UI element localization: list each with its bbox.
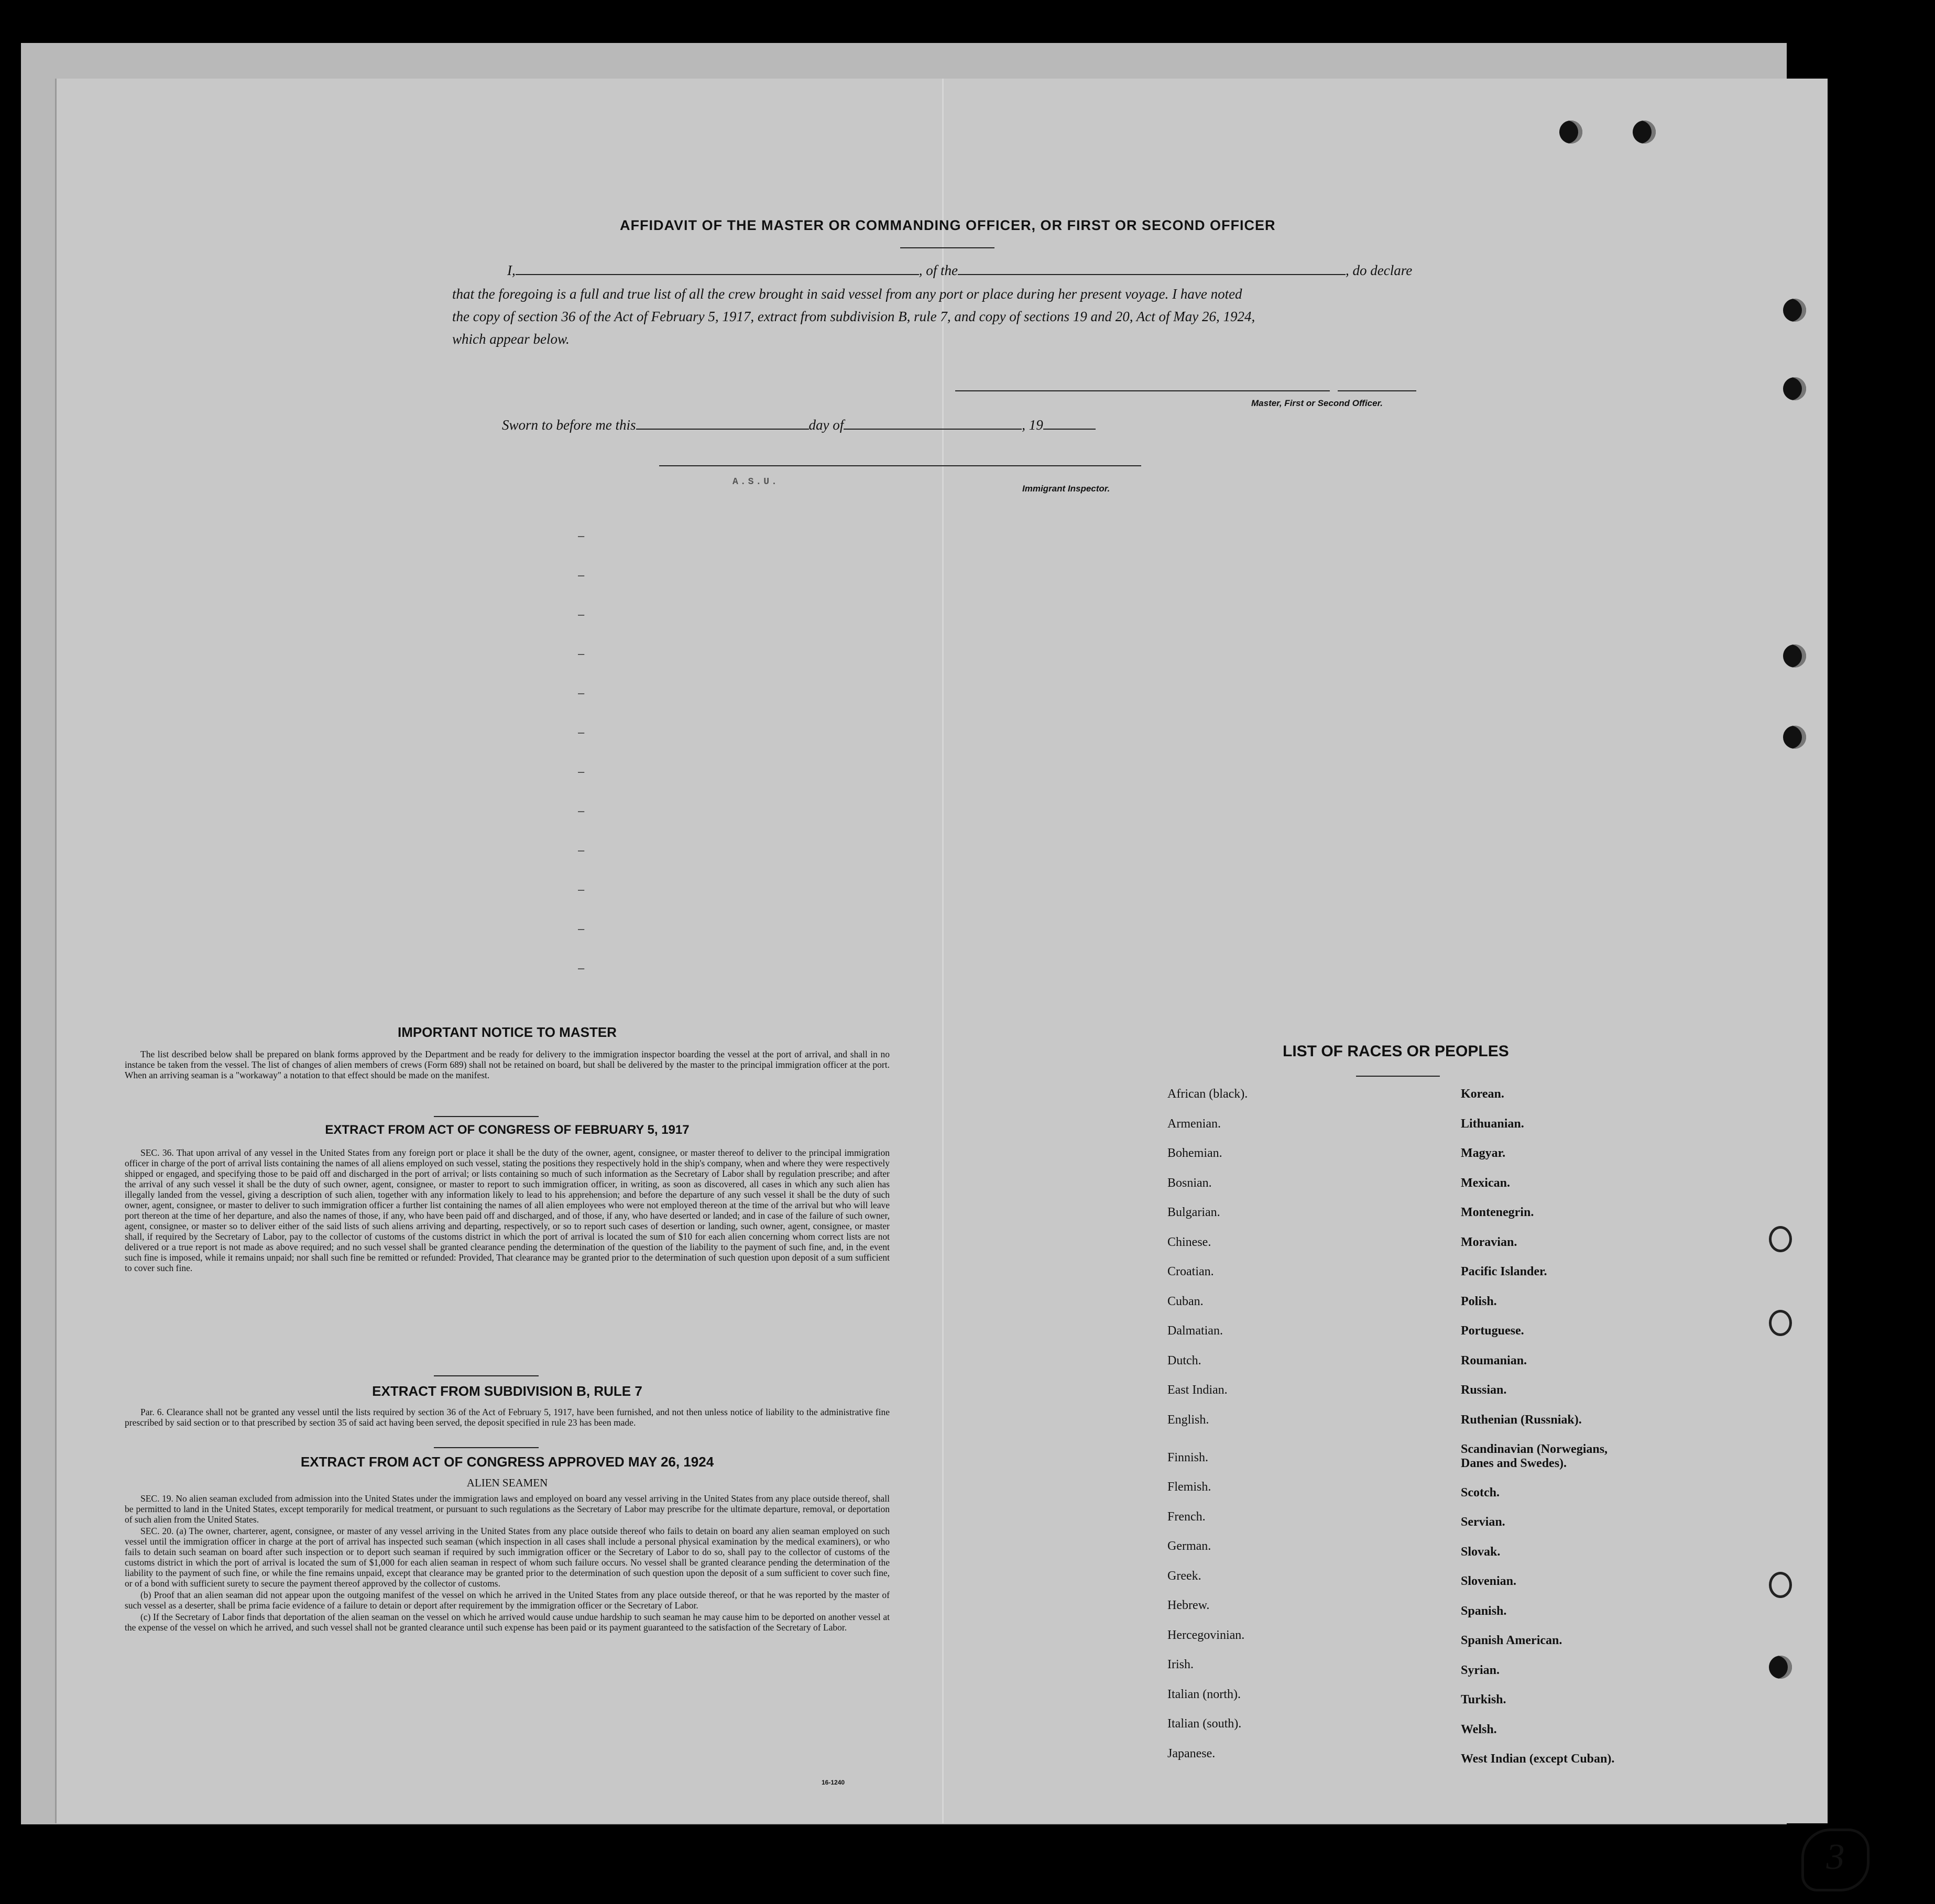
tick-mark: – xyxy=(578,686,585,699)
sworn-day-field[interactable] xyxy=(636,416,809,430)
tick-mark: – xyxy=(578,608,585,621)
notice-text xyxy=(125,1049,890,1081)
race-item: Welsh. xyxy=(1461,1722,1497,1736)
race-item: Croatian. xyxy=(1167,1265,1214,1278)
manifest-page xyxy=(55,79,1828,1823)
race-item: Danes and Swedes). xyxy=(1461,1456,1567,1470)
affidavit-title: AFFIDAVIT OF THE MASTER OR COMMANDING OFFICER, OR FIRST OR SECOND OFFICER xyxy=(620,217,1276,233)
form-number: 16-1240 xyxy=(822,1779,845,1786)
rule7-paragraph: Par. 6. Clearance shall not be granted any vessel until the lists required by section 36 of the Act of February 5, 1917, have been furnished, and not then unless notice of liability to the administrative fine prescribed by said section or to that prescribed by section 35 of said act having been served, the deposit specified in rule 23 has been made. xyxy=(125,1407,890,1428)
divider xyxy=(434,1116,539,1117)
tick-mark: – xyxy=(578,529,585,542)
race-item: Turkish. xyxy=(1461,1693,1506,1706)
tick-mark: – xyxy=(578,765,585,778)
inspector-caption: Immigrant Inspector. xyxy=(1022,484,1110,494)
race-item: German. xyxy=(1167,1539,1211,1553)
race-item: East Indian. xyxy=(1167,1383,1228,1397)
race-item: Slovenian. xyxy=(1461,1574,1517,1588)
race-item: Magyar. xyxy=(1461,1146,1506,1160)
sworn-label: Sworn to before me this xyxy=(502,417,636,433)
race-item: Russian. xyxy=(1461,1383,1507,1397)
inspector-stamp: A.S.U. xyxy=(733,477,779,487)
race-item: Roumanian. xyxy=(1461,1353,1527,1367)
section-20c-paragraph: (c) If the Secretary of Labor finds that deportation of the alien seaman on the vessel on which he arrived would cause undue hardship to such seaman he may cause him to be deported on another vessel at the expense of the vessel on which he arrived, and such vessel shall not be granted clearance until such expense has been paid or its payment guaranteed to the satisfaction of the Secretary of Labor. xyxy=(125,1612,890,1633)
section-19-paragraph: SEC. 19. No alien seaman excluded from admission into the United States under the immigration laws and employed on board any vessel arriving in the United States from any place outside thereof, shall be permitted to land in the United States, except temporarily for medical treatment, or pursuant to such regulations as the Secretary of Labor may prescribe for the ultimate departure, removal, or deportation of such alien from the United States. xyxy=(125,1493,890,1525)
i-label: I, xyxy=(507,262,516,278)
punch-hole xyxy=(1633,121,1656,144)
race-item: Polish. xyxy=(1461,1294,1497,1308)
race-item: French. xyxy=(1167,1509,1206,1524)
punch-hole xyxy=(1559,121,1582,144)
officer-name-field[interactable] xyxy=(516,261,919,275)
race-item: Moravian. xyxy=(1461,1235,1517,1249)
extract-1917-text xyxy=(125,1147,890,1274)
section-20a-paragraph: SEC. 20. (a) The owner, charterer, agent, consignee, or master of any vessel arriving in the United States from any place outside thereof who fails to detain on board any alien seaman employed on such vessel until the immigration officer in charge at the port of arrival has inspected such seaman (which inspection in all cases shall include a personal physical examination by the medical examiners), or who fails to detain such seaman on board after such inspection or to deport such seaman if required by such immigration officer or the Secretary of Labor to do so, shall pay to the collector of customs of the customs district in which the port of arrival is located the sum of $1,000 for each alien seaman in respect of whom such failure occurs. No vessel shall be granted clearance pending the determination of the liability to the payment of such fine, or while the fine remains unpaid, except that clearance may be granted prior to the determination of such question upon the deposit of a sum sufficient to cover such fine, or of a bond with sufficient surety to secure the payment thereof approved by the collector of customs. xyxy=(125,1526,890,1589)
punch-hole xyxy=(1769,1310,1792,1336)
tick-mark: – xyxy=(578,804,585,817)
extract-1917-heading: EXTRACT FROM ACT OF CONGRESS OF FEBRUARY 5, 1917 xyxy=(325,1123,690,1137)
punch-hole xyxy=(1783,299,1806,322)
race-item: Hebrew. xyxy=(1167,1599,1210,1612)
affidavit-body-3: which appear below. xyxy=(452,331,570,347)
races-title: LIST OF RACES OR PEOPLES xyxy=(1283,1043,1509,1060)
race-item: Dutch. xyxy=(1167,1353,1201,1367)
race-item: Bulgarian. xyxy=(1167,1206,1220,1219)
race-item: Portuguese. xyxy=(1461,1324,1524,1338)
race-item: Greek. xyxy=(1167,1569,1201,1583)
race-item: Korean. xyxy=(1461,1087,1504,1101)
race-item: Syrian. xyxy=(1461,1663,1500,1677)
extract-rule7-text xyxy=(125,1407,890,1429)
notice-paragraph: The list described below shall be prepared on blank forms approved by the Department and be ready for delivery to the immigration inspector boarding the vessel at the port of arrival, and shall in no instance be taken from the vessel. The list of changes of alien members of crews (Form 689) shall not be retained on board, but shall be delivered by the master to the principal immigration officer at the port. When an arriving seaman is a "workaway" a notation to that effect should be made on the manifest. xyxy=(125,1049,890,1080)
divider xyxy=(900,247,994,248)
race-item: Scandinavian (Norwegians, xyxy=(1461,1442,1608,1456)
race-item: Servian. xyxy=(1461,1515,1505,1529)
tick-mark: – xyxy=(578,568,585,582)
tick-mark: – xyxy=(578,883,585,896)
notice-heading: IMPORTANT NOTICE TO MASTER xyxy=(398,1024,617,1040)
year-label: , 19 xyxy=(1022,417,1043,433)
master-signature-line-ext xyxy=(1338,390,1416,391)
race-item: English. xyxy=(1167,1413,1209,1427)
race-item: Spanish American. xyxy=(1461,1634,1562,1647)
race-item: Lithuanian. xyxy=(1461,1117,1524,1131)
handwritten-page-number xyxy=(1801,1829,1870,1891)
sworn-month-field[interactable] xyxy=(844,416,1022,430)
tick-mark: – xyxy=(578,726,585,739)
race-item: Hercegovinian. xyxy=(1167,1628,1245,1642)
punch-hole xyxy=(1783,726,1806,749)
tick-mark: – xyxy=(578,647,585,660)
punch-hole xyxy=(1769,1226,1792,1252)
sworn-year-field[interactable] xyxy=(1043,416,1096,430)
race-item: Dalmatian. xyxy=(1167,1324,1223,1338)
race-item: Ruthenian (Russniak). xyxy=(1461,1413,1582,1427)
race-item: African (black). xyxy=(1167,1087,1248,1101)
punch-hole xyxy=(1783,644,1806,668)
of-the-label: , of the xyxy=(919,262,958,278)
divider xyxy=(1356,1076,1440,1077)
race-item: Spanish. xyxy=(1461,1604,1507,1618)
master-caption: Master, First or Second Officer. xyxy=(1251,398,1383,408)
alien-seamen-subheading: ALIEN SEAMEN xyxy=(466,1476,548,1489)
master-signature-line[interactable] xyxy=(955,390,1330,391)
race-item: Armenian. xyxy=(1167,1117,1221,1131)
do-declare-label: , do declare xyxy=(1346,262,1413,278)
inspector-signature-line[interactable] xyxy=(659,465,1141,466)
tick-mark: – xyxy=(578,922,585,935)
race-item: Japanese. xyxy=(1167,1746,1216,1760)
section-20b-paragraph: (b) Proof that an alien seaman did not appear upon the outgoing manifest of the vessel on which he arrived in the United States from any place outside thereof, or that he was reported by the master of such vessel as a deserter, shall be prima facie evidence of a failure to detain or deport after requirement by the immigration officer or the Secretary of Labor. xyxy=(125,1590,890,1611)
race-item: West Indian (except Cuban). xyxy=(1461,1752,1615,1766)
race-item: Bohemian. xyxy=(1167,1146,1222,1160)
race-item: Finnish. xyxy=(1167,1450,1209,1464)
sworn-line xyxy=(502,414,1183,436)
race-item: Italian (south). xyxy=(1167,1717,1242,1731)
punch-hole xyxy=(1769,1572,1792,1598)
race-item: Flemish. xyxy=(1167,1480,1211,1494)
vessel-name-field[interactable] xyxy=(958,261,1346,275)
punch-hole xyxy=(1783,377,1806,400)
race-item: Scotch. xyxy=(1461,1485,1500,1500)
extract-1924-text xyxy=(125,1493,890,1634)
race-item: Cuban. xyxy=(1167,1294,1204,1308)
race-item: Italian (north). xyxy=(1167,1687,1241,1701)
extract-1924-heading: EXTRACT FROM ACT OF CONGRESS APPROVED MAY 26, 1924 xyxy=(300,1454,714,1470)
affidavit-body-1: that the foregoing is a full and true list of all the crew brought in said vessel from any port or place during her present voyage. I have noted xyxy=(452,286,1242,302)
race-item: Chinese. xyxy=(1167,1235,1211,1249)
page-fold xyxy=(942,79,944,1823)
divider xyxy=(434,1447,539,1448)
day-of-label: day of xyxy=(808,417,844,433)
section-36-paragraph: SEC. 36. That upon arrival of any vessel in the United States from any foreign port or place it shall be the duty of the owner, agent, consignee, or master thereof to deliver to the principal immigration officer in charge of the port of arrival lists containing the names of all aliens employed on such vessel, stating the positions they respectively hold in the ship's company, when and where they were respectively shipped or engaged, and specifying those to be paid off and discharged in the port of arrival; or lists containing so much of such information as the Secretary of Labor shall by regulation prescribe; and after the arrival of any such vessel it shall be the duty of such owner, agent, consignee, or master to report to such immigration officer, in writing, as soon as discovered, all cases in which any such alien has illegally landed from the vessel, giving a description of such alien, together with any information likely to lead to his apprehension; and before the departure of any such vessel it shall be the duty of such owner, agent, consignee, or master to deliver to such immigration officer a further list containing the names of all alien employees who were not employed thereon at the time of the arrival but who will leave port thereon at the time of her departure, and also the names of those, if any, who have been paid off and discharged, and of those, if any, who have deserted or landed; and in case of the failure of such owner, agent, consignee, or master so to deliver either of the said lists of such aliens arriving and departing, respectively, or so to report such cases of desertion or landing, such owner, agent, consignee, or master shall, if required by the Secretary of Labor, pay to the collector of customs of the customs district in which the port of arrival is located the sum of $10 for each alien concerning whom correct lists are not delivered or a true report is not made as above required; and no such vessel shall be granted clearance pending the determination of the question of the liability to the payment of such fine, and, in the event such fine is imposed, while it remains unpaid; nor shall such fine be remitted or refunded: Provided, That clearance may be granted prior to the determination of such question upon deposit of a sum sufficient to cover such fine. xyxy=(125,1147,890,1273)
affidavit-body-2: the copy of section 36 of the Act of February 5, 1917, extract from subdivision B, rule 7, and copy of sections 19 and 20, Act of May 26, 1924, xyxy=(452,309,1255,324)
extract-rule7-heading: EXTRACT FROM SUBDIVISION B, RULE 7 xyxy=(372,1383,642,1399)
race-item: Slovak. xyxy=(1461,1545,1501,1559)
race-item: Bosnian. xyxy=(1167,1176,1212,1190)
race-item: Pacific Islander. xyxy=(1461,1265,1547,1278)
race-item: Irish. xyxy=(1167,1658,1194,1671)
punch-hole xyxy=(1769,1656,1792,1679)
divider xyxy=(434,1375,539,1376)
race-item: Mexican. xyxy=(1461,1176,1510,1190)
race-item: Montenegrin. xyxy=(1461,1206,1534,1219)
tick-mark: – xyxy=(578,844,585,857)
affidavit-declaration-line xyxy=(507,259,1503,282)
tick-mark: – xyxy=(578,961,585,975)
